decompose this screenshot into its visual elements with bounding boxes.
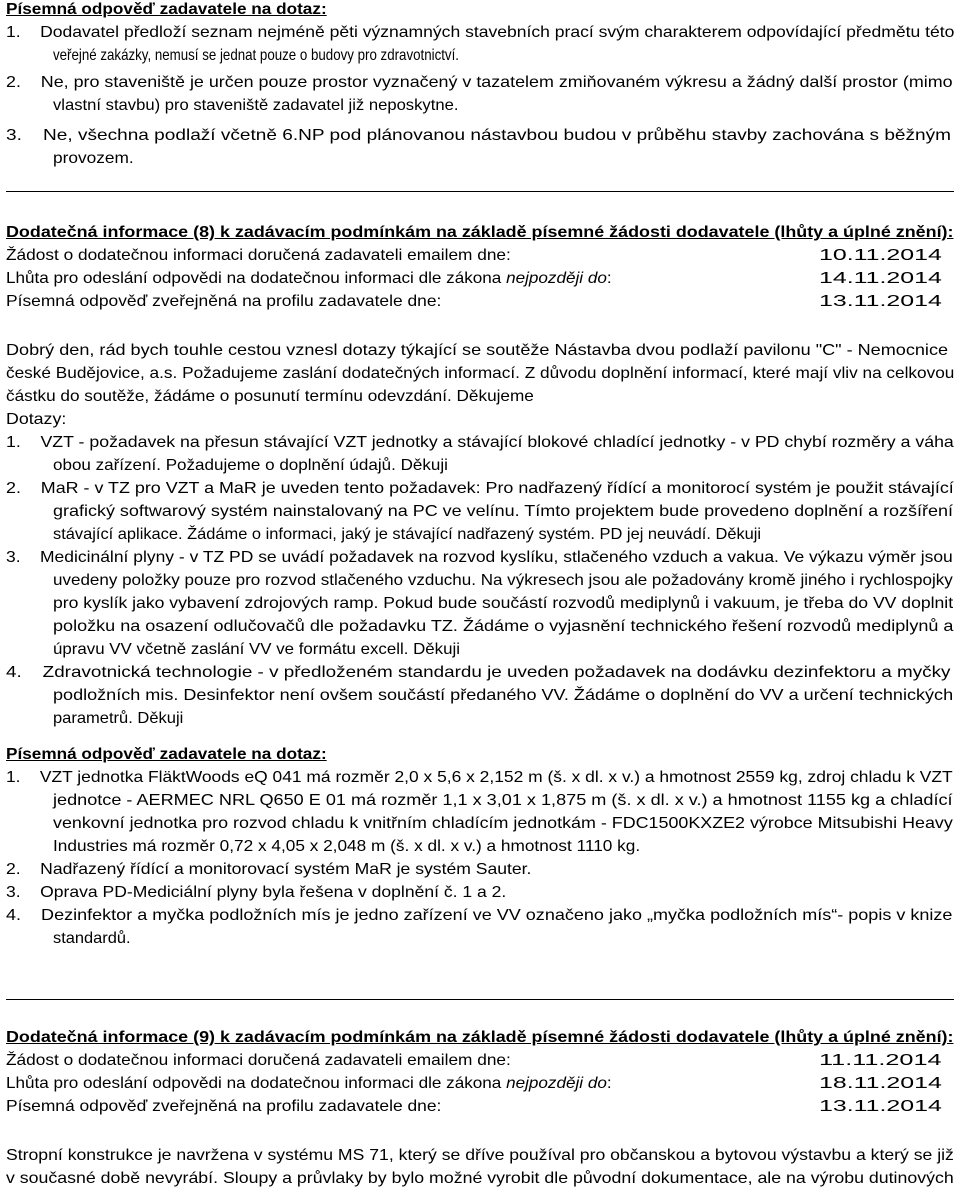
info-label: Žádost o dodatečnou informaci doručená zadavateli emailem dne: <box>6 1052 511 1069</box>
answer-line: vlastní stavbu) pro staveniště zadavatel již neposkytne. <box>53 97 459 114</box>
info-value: 14.11.2014 <box>819 270 942 287</box>
info-row-published-date <box>6 291 942 313</box>
section-heading: Dodatečná informace (9) k zadávacím podmínkám na základě písemné žádosti dodavatele (lhůty a úplné znění): <box>6 1029 954 1046</box>
info-label: Lhůta pro odeslání odpovědi na dodatečnou informaci dle zákona nejpozději do: <box>6 1075 612 1092</box>
question-line: parametrů. Děkuji <box>53 710 184 727</box>
question-line: grafický softwarový systém nainstalovaný na PC ve velínu. Tímto projektem bude provedeno doplnění a rozšíření <box>53 503 953 520</box>
info-row-deadline <box>6 1073 942 1095</box>
answer-line: 3. Ne, všechna podlaží včetně 6.NP pod plánovanou nástavbou budou v průběhu stavby zachována s běžným <box>6 127 952 144</box>
answer-line: venkovní jednotka pro rozvod chladu k vnitřním chladícím jednotkám - FDC1500KXZE2 výrobce Mitsubishi Heavy <box>53 815 953 832</box>
question-line: Dobrý den, rád bych touhle cestou vznesl dotazy týkající se soutěže Nástavba dvou podlaží pavilonu "C" - Nemocnice <box>6 342 949 359</box>
answer-heading: Písemná odpověď zadavatele na dotaz: <box>6 1 327 18</box>
body-line: v současné době nevyrábí. Sloupy a průvlaky by bylo možné vyrobit dle původní dokumentace, ale na výrobu dutinových <box>6 1170 954 1187</box>
question-line: položku na osazení odlučovačů dle požadavku TZ. Žádáme o vyjasnění technického řešení rozvodů mediplynů a <box>53 618 954 635</box>
answer-line: jednotce - AERMEC NRL Q650 E 01 má rozměr 1,1 x 3,01 x 1,875 m (š. x dl. x v.) a hmotnost 1155 kg a chladící <box>53 792 953 809</box>
question-line: 3. Medicinální plyny - v TZ PD se uvádí požadavek na rozvod kyslíku, stlačeného vzduch a vakua. Ve výkazu výměr jsou <box>6 549 953 566</box>
answer-line: veřejné zakázky, nemusí se jednat pouze o budovy pro zdravotnictví. <box>53 47 459 64</box>
answer-line: Industries má rozměr 0,72 x 4,05 x 2,048 m (š. x dl. x v.) a hmotnost 1110 kg. <box>53 838 641 855</box>
answer-line: 4. Dezinfektor a myčka podložních mís je jedno zařízení ve VV označeno jako „myčka podložních mís“- popis v knize <box>6 907 953 924</box>
answer-line: standardů. <box>53 930 131 947</box>
question-line: 4. Zdravotnická technologie - v předloženém standardu je uveden požadavek na dodávku dezinfektoru a myčky <box>6 664 951 681</box>
answer-heading: Písemná odpověď zadavatele na dotaz: <box>6 746 327 763</box>
info-row-request-date <box>6 245 942 267</box>
question-line: stávající aplikace. Žádáme o informaci, jaký je stávající nadřazený systém. PD jej neuvádí. Děkuji <box>53 526 762 543</box>
info-value: 10.11.2014 <box>819 247 942 264</box>
question-line: české Budějovice, a.s. Požadujeme zaslání dodatečných informací. Z důvodu doplnění informací, které mají vliv na celkovou <box>6 365 955 382</box>
answer-line: 2. Nadřazený řídící a monitorovací systém MaR je systém Sauter. <box>6 861 532 878</box>
info-row-published-date <box>6 1096 942 1118</box>
question-line: úpravu VV včetně zaslání VV ve formátu excell. Děkuji <box>53 641 460 658</box>
section-heading: Dodatečná informace (8) k zadávacím podmínkám na základě písemné žádosti dodavatele (lhůty a úplné znění): <box>6 224 954 241</box>
answer-line: 3. Oprava PD-Mediciální plyny byla řešena v doplnění č. 1 a 2. <box>6 884 507 901</box>
info-row-request-date <box>6 1050 942 1072</box>
question-line: částku do soutěže, žádáme o posunutí termínu odevzdání. Děkujeme <box>6 388 534 405</box>
question-line: uvedeny položky pouze pro rozvod stlačeného vzduchu. Na výkresech jsou ale požadovány kromě jiného i rychlospojky <box>53 572 953 589</box>
question-line: Dotazy: <box>6 411 67 428</box>
info-label: Písemná odpověď zveřejněná na profilu zadavatele dne: <box>6 1098 442 1115</box>
info-label: Lhůta pro odeslání odpovědi na dodatečnou informaci dle zákona nejpozději do: <box>6 270 612 287</box>
info-label: Písemná odpověď zveřejněná na profilu zadavatele dne: <box>6 293 442 310</box>
info-value: 13.11.2014 <box>819 293 942 310</box>
body-line: Stropní konstrukce je navržena v systému MS 71, který se dříve používal pro občanskou a bytovou výstavbu a který se již <box>6 1147 954 1164</box>
section-divider <box>6 999 954 1000</box>
info-label: Žádost o dodatečnou informaci doručená zadavateli emailem dne: <box>6 247 511 264</box>
question-line: obou zařízení. Požadujeme o doplnění údajů. Děkuji <box>53 457 448 474</box>
info-value: 13.11.2014 <box>819 1098 942 1115</box>
question-line: pro kyslík jako vybavení zdrojových ramp. Pokud bude součástí rozvodů mediplynů i vakuum, je třeba do VV doplnit <box>53 595 954 612</box>
question-line: 1. VZT - požadavek na přesun stávající VZT jednotky a stávající blokové chladící jednotky - v PD chybí rozměry a váha <box>6 434 954 451</box>
info-value: 11.11.2014 <box>819 1052 942 1069</box>
section-divider <box>6 191 954 192</box>
question-line: 2. MaR - v TZ pro VZT a MaR je uveden tento požadavek: Pro nadřazený řídící a monitorocí systém je použit stávající <box>6 480 954 497</box>
answer-line: provozem. <box>53 150 134 167</box>
answer-line: 2. Ne, pro staveniště je určen pouze prostor vyznačený v tazatelem zmiňovaném výkresu a žádný další prostor (mimo <box>6 74 953 91</box>
question-line: podložních mis. Desinfektor není ovšem součástí předaného VV. Žádáme o doplnění do VV a určení technických <box>53 687 954 704</box>
info-value: 18.11.2014 <box>819 1075 942 1092</box>
answer-line: 1. Dodavatel předloží seznam nejméně pěti významných stavebních prací svým charakterem odpovídající předmětu této <box>6 24 955 41</box>
answer-line: 1. VZT jednotka FläktWoods eQ 041 má rozměr 2,0 x 5,6 x 2,152 m (š. x dl. x v.) a hmotnost 2559 kg, zdroj chladu k VZT <box>6 769 953 786</box>
info-row-deadline <box>6 268 942 290</box>
